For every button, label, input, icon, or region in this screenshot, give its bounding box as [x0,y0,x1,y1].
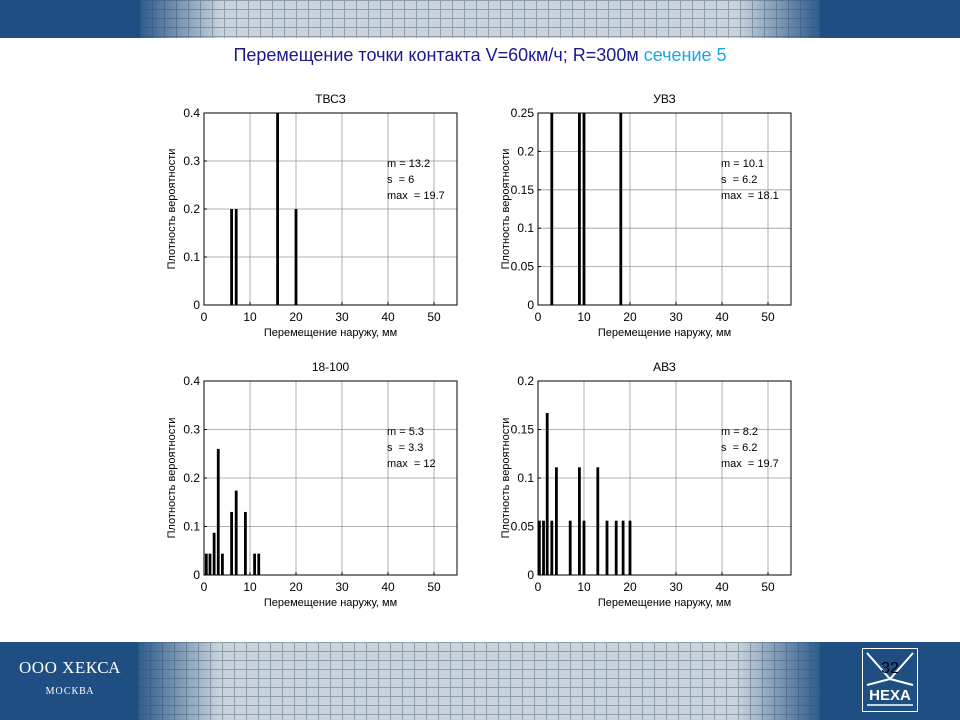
bar [213,533,216,575]
x-tick-label: 10 [243,580,257,594]
bar [555,467,558,575]
y-tick-label: 0.1 [517,221,534,236]
bar [209,554,212,575]
x-tick-label: 20 [623,310,637,324]
bottom-banner [0,642,960,720]
x-tick-label: 30 [335,580,349,594]
bar [569,521,572,575]
mesh-shade [138,642,820,720]
y-tick-label: 0.1 [517,471,534,485]
chart-title: АВЗ [653,360,676,374]
plot-frame [538,113,791,305]
y-axis-label: Плотность вероятности [500,417,512,539]
stats-line: max = 19.7 [387,190,445,202]
chart-2 [500,92,791,339]
bar [578,113,581,305]
bar [276,113,279,305]
stats-line: m = 5.3 [387,426,424,438]
x-axis-label: Перемещение наружу, мм [263,597,398,609]
hexa-logo-icon [862,648,918,712]
bar [235,491,238,575]
y-tick-label: 0.4 [183,374,200,388]
x-axis-label: Перемещение наружу, мм [597,327,732,339]
bar [546,413,549,575]
bar [622,521,625,575]
y-tick-label: 0.05 [510,259,534,274]
x-tick-label: 40 [715,580,729,594]
y-tick-label: 0.15 [510,422,534,437]
bar [578,467,581,575]
x-tick-label: 40 [715,310,729,324]
x-tick-label: 20 [289,310,303,324]
y-axis-label: Плотность вероятности [500,148,512,270]
bar [615,521,618,575]
y-tick-label: 0.2 [183,471,200,485]
y-tick-label: 0.2 [517,144,534,159]
bar [235,209,238,305]
x-tick-label: 50 [427,580,441,594]
y-tick-label: 0.3 [183,154,200,168]
x-tick-label: 0 [200,580,208,594]
y-tick-label: 0.2 [183,202,200,216]
chart-3 [166,360,457,609]
bar [217,449,220,575]
x-tick-label: 20 [623,580,637,594]
stats-line: max = 19.7 [721,458,779,470]
x-tick-label: 30 [669,580,683,594]
bar [257,554,260,575]
y-tick-label: 0.05 [510,519,534,534]
chart-1 [166,92,457,339]
bar [295,209,298,305]
x-tick-label: 0 [534,580,542,594]
bar [230,512,233,575]
y-tick-label: 0.2 [517,374,534,388]
x-tick-label: 50 [761,580,775,594]
y-tick-label: 0.1 [183,519,200,534]
bar [244,512,247,575]
x-tick-label: 20 [289,580,303,594]
x-tick-label: 40 [381,580,395,594]
bar [629,521,632,575]
bar [583,521,586,575]
stats-line: max = 18.1 [721,190,779,202]
stats-line: m = 8.2 [721,426,758,438]
company-city: МОСКВА [45,686,95,697]
x-tick-label: 0 [200,310,208,324]
x-tick-label: 30 [335,310,349,324]
y-tick-label: 0 [193,298,200,312]
x-tick-label: 30 [669,310,683,324]
y-tick-label: 0 [527,568,534,582]
y-axis-label: Плотность вероятности [166,417,178,539]
y-tick-label: 0.25 [510,106,534,120]
chart-title: УВЗ [653,92,676,106]
bar [221,554,224,575]
bar [619,113,622,305]
x-tick-label: 50 [761,310,775,324]
y-tick-label: 0.15 [510,182,534,197]
title-main: Перемещение точки контакта V=60км/ч; R=300м [233,45,639,65]
chart-title: 18-100 [311,360,350,374]
bar [542,521,545,575]
stats-line: s = 6 [387,174,415,186]
y-tick-label: 0.3 [183,422,200,437]
stats-line: m = 13.2 [387,158,431,170]
y-axis-label: Плотность вероятности [166,148,178,270]
bar [253,554,256,575]
y-tick-label: 0 [193,568,200,582]
bar [583,113,586,305]
x-tick-label: 10 [243,310,257,324]
bar [606,521,609,575]
stats-line: m = 10.1 [721,158,765,170]
chart-4 [500,360,791,609]
company-name: ООО ХЕКСА [19,658,121,677]
x-axis-label: Перемещение наружу, мм [597,597,732,609]
bar [550,113,553,305]
bar [230,209,233,305]
title-accent: сечение 5 [643,45,727,65]
chart-title: ТВСЗ [315,92,346,106]
y-tick-label: 0.1 [183,250,200,264]
stats-line: s = 3.3 [387,442,424,454]
logo-text: HEXA [869,687,911,704]
x-tick-label: 0 [534,310,542,324]
stats-line: s = 6.2 [721,174,758,186]
x-tick-label: 10 [577,310,591,324]
x-tick-label: 40 [381,310,395,324]
y-tick-label: 0 [527,298,534,312]
bar [205,554,208,575]
x-axis-label: Перемещение наружу, мм [263,327,398,339]
x-tick-label: 50 [427,310,441,324]
stats-line: s = 6.2 [721,442,758,454]
stats-line: max = 12 [387,458,436,470]
bar [550,521,553,575]
y-tick-label: 0.4 [183,106,200,120]
bar [596,467,599,575]
page-number: 32 [881,660,899,677]
x-tick-label: 10 [577,580,591,594]
